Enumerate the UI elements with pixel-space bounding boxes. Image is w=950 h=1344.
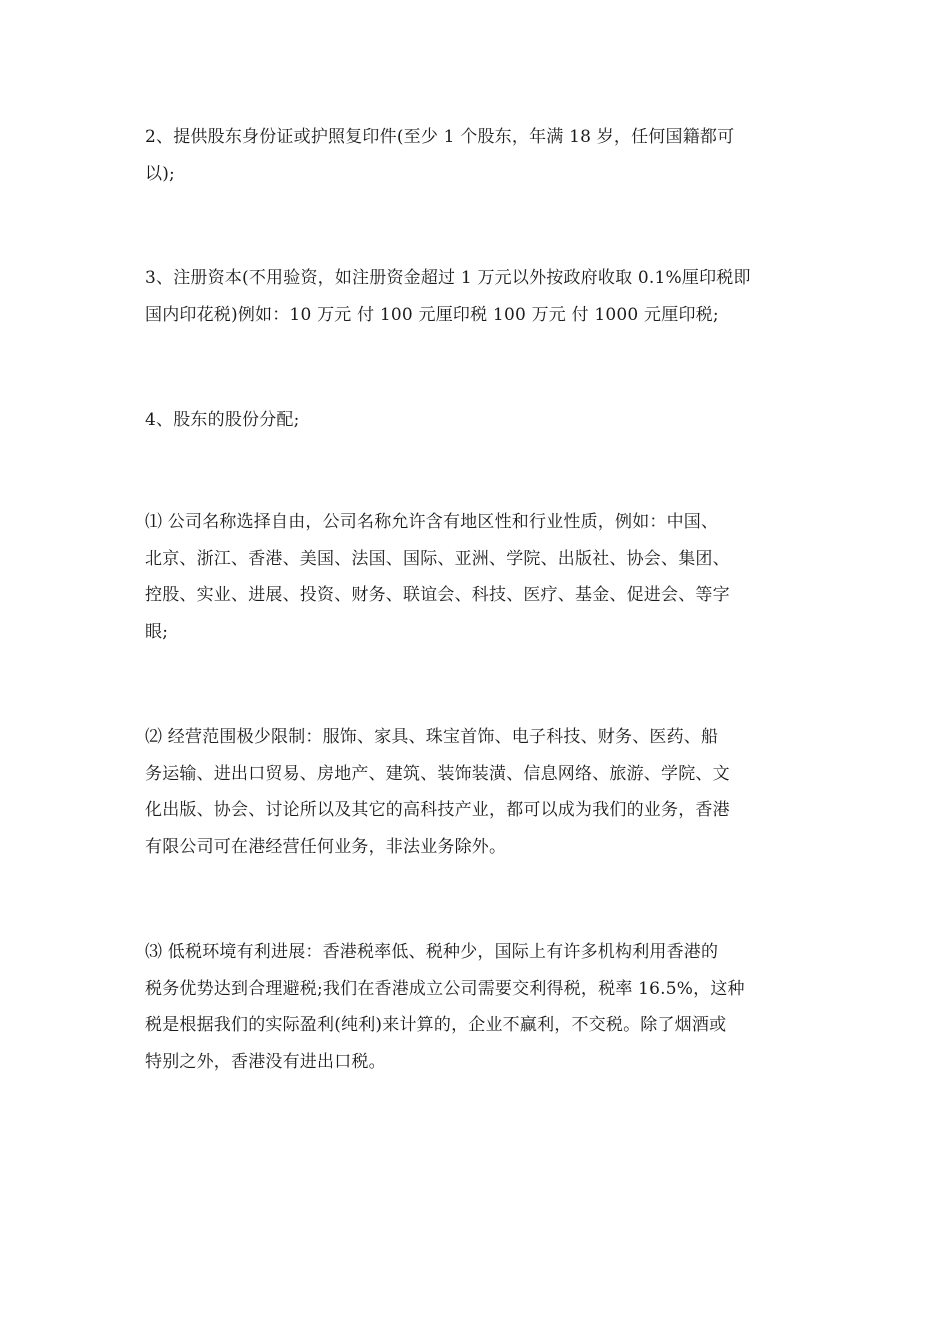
text-line: 3、注册资本(不用验资，如注册资金超过 1 万元以外按政府收取 0.1%厘印税即 [145, 268, 751, 288]
text-line: 控股、实业、进展、投资、财务、联谊会、科技、医疗、基金、促进会、等字 [145, 585, 730, 605]
text-line: 以); [145, 163, 175, 184]
text-line: 税务优势达到合理避税;我们在香港成立公司需要交利得税，税率 16.5%，这种 [145, 978, 745, 999]
text-line: 特别之外，香港没有进出口税。 [145, 1051, 386, 1072]
text-line: 务运输、进出口贸易、房地产、建筑、装饰装潢、信息网络、旅游、学院、文 [145, 763, 730, 784]
paragraph-sub-3 [145, 934, 805, 1080]
text-line: 有限公司可在港经营任何业务，非法业务除外。 [145, 836, 507, 857]
text-line: 国内印花税)例如：10 万元 付 100 元厘印税 100 万元 付 1000 元厘印税; [145, 304, 719, 325]
paragraph-item-2 [145, 119, 805, 192]
paragraph-item-4 [145, 402, 805, 439]
text-line: ⑶ 低税环境有利进展：香港税率低、税种少，国际上有许多机构利用香港的 [145, 942, 719, 962]
paragraph-sub-2 [145, 719, 805, 865]
text-line: 2、提供股东身份证或护照复印件(至少 1 个股东，年满 18 岁，任何国籍都可 [145, 127, 735, 147]
paragraph-item-3 [145, 260, 805, 333]
text-line: 化出版、协会、讨论所以及其它的高科技产业，都可以成为我们的业务，香港 [145, 800, 730, 820]
text-line: 4、股东的股份分配; [145, 410, 300, 430]
text-line: ⑵ 经营范围极少限制：服饰、家具、珠宝首饰、电子科技、财务、医药、船 [145, 727, 719, 747]
text-line: ⑴ 公司名称选择自由，公司名称允许含有地区性和行业性质，例如：中国、 [145, 512, 719, 532]
paragraph-sub-1 [145, 504, 805, 650]
text-line: 税是根据我们的实际盈利(纯利)来计算的，企业不赢利，不交税。除了烟酒或 [145, 1015, 727, 1035]
text-line: 眼; [145, 621, 169, 642]
text-line: 北京、浙江、香港、美国、法国、国际、亚洲、学院、出版社、协会、集团、 [145, 548, 730, 569]
